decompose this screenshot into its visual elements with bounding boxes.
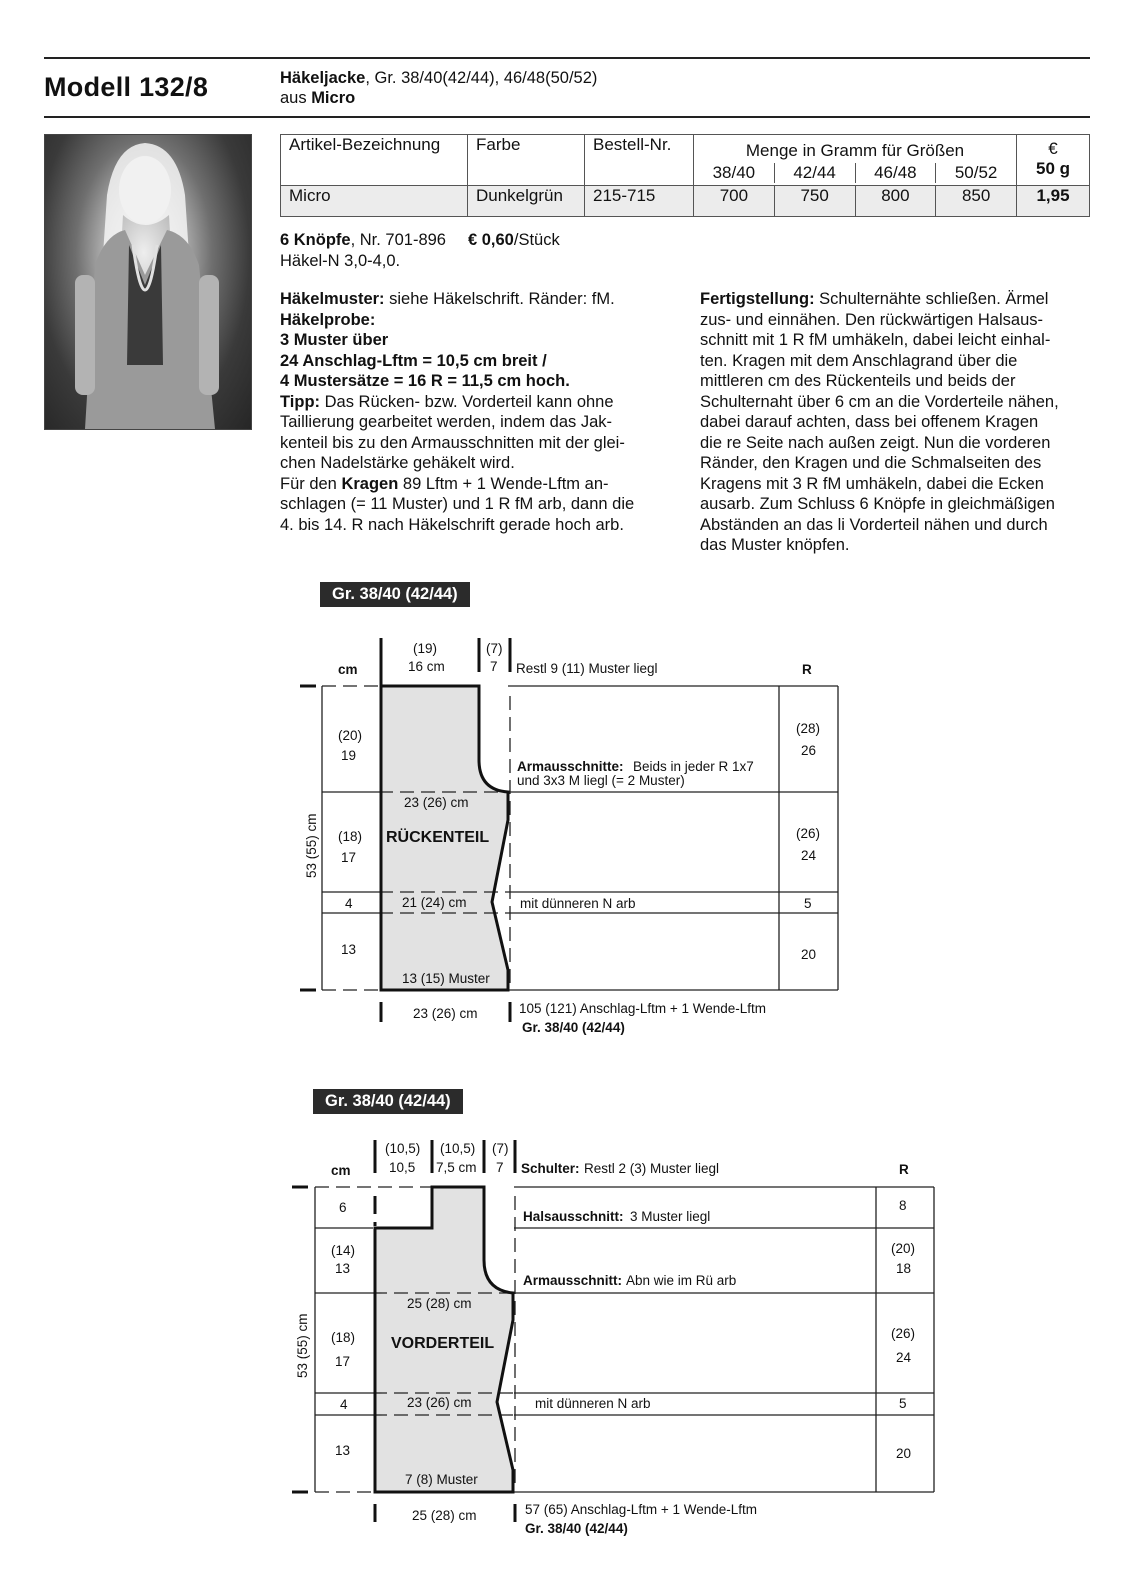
front-cm-label: cm xyxy=(331,1163,351,1178)
finishing-line: schnitt mit 1 R fM umhäkeln, dabei leicht einhal- xyxy=(700,331,1051,349)
finishing-line: ten. Kragen mit dem Anschlagrand über die xyxy=(700,351,1018,370)
back-waist-width: 21 (24) cm xyxy=(402,895,467,910)
gauge-label: Häkelprobe: xyxy=(280,310,376,329)
back-total-height: 53 (55) cm xyxy=(304,813,319,878)
finishing-line: mittleren cm des Rückenteils und beids der xyxy=(700,372,1016,390)
front-cast-on: 57 (65) Anschlag-Lftm + 1 Wende-Lftm xyxy=(525,1502,757,1517)
front-rows: (20) xyxy=(891,1241,916,1256)
row-amount: 800 xyxy=(855,186,936,217)
buttons-info xyxy=(280,230,560,271)
row-article: Micro xyxy=(281,186,468,217)
buttons-number: , Nr. 701-896 xyxy=(350,231,446,249)
back-rows: 20 xyxy=(801,947,817,962)
front-schema xyxy=(0,1132,1131,1552)
back-height: 13 xyxy=(341,942,357,957)
hook-size: Häkel-N 3,0-4,0. xyxy=(280,251,401,270)
buttons-unit: /Stück xyxy=(513,231,560,249)
row-color: Dunkelgrün xyxy=(468,186,585,217)
front-thin-note: mit dünneren N arb xyxy=(535,1396,651,1411)
back-rows: (28) xyxy=(796,721,821,736)
back-cast-on-size: Gr. 38/40 (42/44) xyxy=(522,1020,625,1035)
front-shoulder-width: (7) xyxy=(492,1141,509,1156)
yarn-name: Micro xyxy=(311,89,356,107)
top-rule xyxy=(44,57,1090,59)
header-article: Artikel-Bezeichnung xyxy=(281,135,468,186)
front-neck-width: 7,5 cm xyxy=(436,1160,477,1175)
back-mid-width: 23 (26) cm xyxy=(404,795,469,810)
header-price-cell xyxy=(1017,135,1090,186)
header-order: Bestell-Nr. xyxy=(585,135,694,186)
finishing-line: Abständen an das li Vorderteil nähen und durch xyxy=(700,515,1048,534)
tip-label: Tipp: xyxy=(280,392,321,411)
finishing-line: zus- und einnähen. Den rückwärtigen Halsaus- xyxy=(700,310,1044,329)
back-height: (18) xyxy=(338,829,363,844)
item-name: Häkeljacke xyxy=(280,69,366,87)
front-total-height: 53 (55) cm xyxy=(295,1313,310,1378)
finishing-line: Schulternaht über 6 cm an die Vorderteile nähen, xyxy=(700,392,1059,411)
tip-line: Das Rücken- bzw. Vorderteil kann ohne xyxy=(320,392,614,411)
finishing-line: Kragens mit 3 R fM umhäkeln, dabei die Ecken xyxy=(700,474,1044,493)
finishing-line: die re Seite nach außen zeigt. Nun die vorderen xyxy=(700,433,1051,452)
back-cast-on: 105 (121) Anschlag-Lftm + 1 Wende-Lftm xyxy=(519,1001,767,1016)
back-top-width: (19) xyxy=(413,641,438,656)
materials-row xyxy=(281,186,1090,217)
size-header: 50/52 xyxy=(935,163,1016,183)
back-height: 17 xyxy=(341,850,357,865)
pattern-text: siehe Häkelschrift. Ränder: fM. xyxy=(384,290,615,308)
back-rows: 5 xyxy=(804,896,812,911)
front-shoulder-label: Schulter: xyxy=(521,1161,580,1176)
front-height: (18) xyxy=(331,1330,356,1345)
back-height: 19 xyxy=(341,748,357,763)
front-bottom-width: 25 (28) cm xyxy=(412,1508,477,1523)
front-bottom-pattern: 7 (8) Muster xyxy=(405,1472,478,1487)
back-height: 4 xyxy=(345,896,353,911)
back-r-label: R xyxy=(802,662,812,677)
header-per: 50 g xyxy=(1035,159,1071,178)
buttons-price: € 0,60 xyxy=(467,231,514,249)
front-rows: 5 xyxy=(899,1396,907,1411)
tip-line: chen Nadelstärke gehäkelt wird. xyxy=(280,454,515,472)
gauge-line: 24 Anschlag-Lftm = 10,5 cm breit / xyxy=(280,351,547,370)
back-thin-note: mit dünneren N arb xyxy=(520,896,636,911)
tip-line: kenteil bis zu den Armausschnitten mit der glei- xyxy=(280,433,625,452)
finishing-line: Schulternähte schließen. Ärmel xyxy=(814,290,1049,308)
back-top-width: 16 cm xyxy=(408,659,445,674)
front-mid-width: 25 (28) cm xyxy=(407,1296,472,1311)
front-height: (14) xyxy=(331,1243,356,1258)
size-header: 38/40 xyxy=(712,163,756,182)
row-amount: 750 xyxy=(774,186,855,217)
back-arm-text: und 3x3 M liegl (= 2 Muster) xyxy=(517,773,685,788)
front-shoulder-text: Restl 2 (3) Muster liegl xyxy=(584,1161,720,1176)
instructions-left xyxy=(280,289,672,535)
front-rows: 8 xyxy=(899,1198,907,1213)
header-amount: Menge in Gramm für Größen xyxy=(745,141,965,160)
back-size-tag: Gr. 38/40 (42/44) xyxy=(320,582,470,607)
back-schema xyxy=(0,620,1131,1040)
row-price: 1,95 xyxy=(1017,186,1090,217)
header-amount-cell xyxy=(694,135,1017,186)
header-color: Farbe xyxy=(468,135,585,186)
finishing-line: ausarb. Zum Schluss 6 Knöpfe in gleichmäßigen xyxy=(700,495,1055,513)
pattern-label: Häkelmuster: xyxy=(280,290,385,308)
gauge-line: 3 Muster über xyxy=(280,331,389,349)
front-neck-width: (10,5) xyxy=(385,1141,421,1156)
size-header: 42/44 xyxy=(774,163,855,183)
front-neck-width: 10,5 xyxy=(389,1160,416,1175)
front-neck-label: Halsausschnitt: xyxy=(523,1209,624,1224)
front-rows: (26) xyxy=(891,1326,916,1341)
front-rows: 18 xyxy=(896,1261,912,1276)
model-title: Modell 132/8 xyxy=(44,72,209,102)
subtitle xyxy=(280,68,597,108)
materials-table xyxy=(280,134,1090,217)
front-shoulder-width: 7 xyxy=(496,1160,504,1175)
collar-line: 4. bis 14. R nach Häkelschrift gerade hoch arb. xyxy=(280,515,624,534)
front-neck-width: (10,5) xyxy=(440,1141,476,1156)
front-height: 13 xyxy=(335,1261,351,1276)
front-arm-label: Armausschnitt: xyxy=(523,1273,623,1288)
front-height: 17 xyxy=(335,1354,351,1369)
front-r-label: R xyxy=(899,1162,909,1177)
front-rows: 24 xyxy=(896,1350,912,1365)
back-rows: 26 xyxy=(801,743,817,758)
item-sizes: , Gr. 38/40(42/44), 46/48(50/52) xyxy=(365,69,598,87)
materials-header-row xyxy=(281,135,1090,186)
front-height: 6 xyxy=(339,1200,347,1215)
buttons-label: 6 Knöpfe xyxy=(280,231,351,249)
row-amount: 700 xyxy=(694,186,775,217)
back-bottom-pattern: 13 (15) Muster xyxy=(402,971,490,986)
front-rows: 20 xyxy=(896,1446,912,1461)
back-top-note: Restl 9 (11) Muster liegl xyxy=(516,661,658,676)
front-waist-width: 23 (26) cm xyxy=(407,1395,472,1410)
header-rule xyxy=(44,116,1090,118)
row-amount: 850 xyxy=(936,186,1017,217)
back-bottom-width: 23 (26) cm xyxy=(413,1006,478,1021)
model-photo xyxy=(44,134,252,430)
finishing-label: Fertigstellung: xyxy=(700,290,815,308)
size-header-row xyxy=(694,163,1016,183)
front-height: 13 xyxy=(335,1443,351,1458)
collar-label: Kragen xyxy=(341,474,399,493)
header-currency: € xyxy=(1048,139,1058,158)
collar-text: 89 Lftm + 1 Wende-Lftm an- xyxy=(398,474,609,493)
finishing-line: dabei darauf achten, dass bei offenem Kragen xyxy=(700,413,1039,431)
back-piece-name: RÜCKENTEIL xyxy=(386,829,490,846)
back-arm-label: Armausschnitte: xyxy=(517,759,624,774)
front-size-tag: Gr. 38/40 (42/44) xyxy=(313,1089,463,1114)
back-cm-label: cm xyxy=(338,662,358,677)
size-header: 46/48 xyxy=(855,163,936,183)
back-rows: 24 xyxy=(801,848,817,863)
collar-line: schlagen (= 11 Muster) und 1 R fM arb, dann die xyxy=(280,495,635,513)
yarn-prefix: aus xyxy=(280,89,312,107)
row-order: 215-715 xyxy=(585,186,694,217)
front-arm-text: Abn wie im Rü arb xyxy=(626,1273,737,1288)
finishing-line: das Muster knöpfen. xyxy=(700,536,850,554)
front-height: 4 xyxy=(340,1397,348,1412)
back-arm-text: Beids in jeder R 1x7 xyxy=(633,759,754,774)
front-neck-text: 3 Muster liegl xyxy=(630,1209,711,1224)
back-shoulder-width: (7) xyxy=(486,641,503,656)
front-piece-name: VORDERTEIL xyxy=(391,1335,495,1352)
instructions-right xyxy=(700,289,1092,556)
back-height: (20) xyxy=(338,728,363,743)
front-cast-on-size: Gr. 38/40 (42/44) xyxy=(525,1521,628,1536)
back-shoulder-width: 7 xyxy=(490,659,498,674)
tip-line: Taillierung gearbeitet werden, indem das Jak- xyxy=(280,413,613,431)
gauge-line: 4 Mustersätze = 16 R = 11,5 cm hoch. xyxy=(280,372,570,390)
back-rows: (26) xyxy=(796,826,821,841)
finishing-line: Ränder, den Kragen und die Schmalseiten des xyxy=(700,454,1042,472)
collar-text: Für den xyxy=(280,474,342,493)
